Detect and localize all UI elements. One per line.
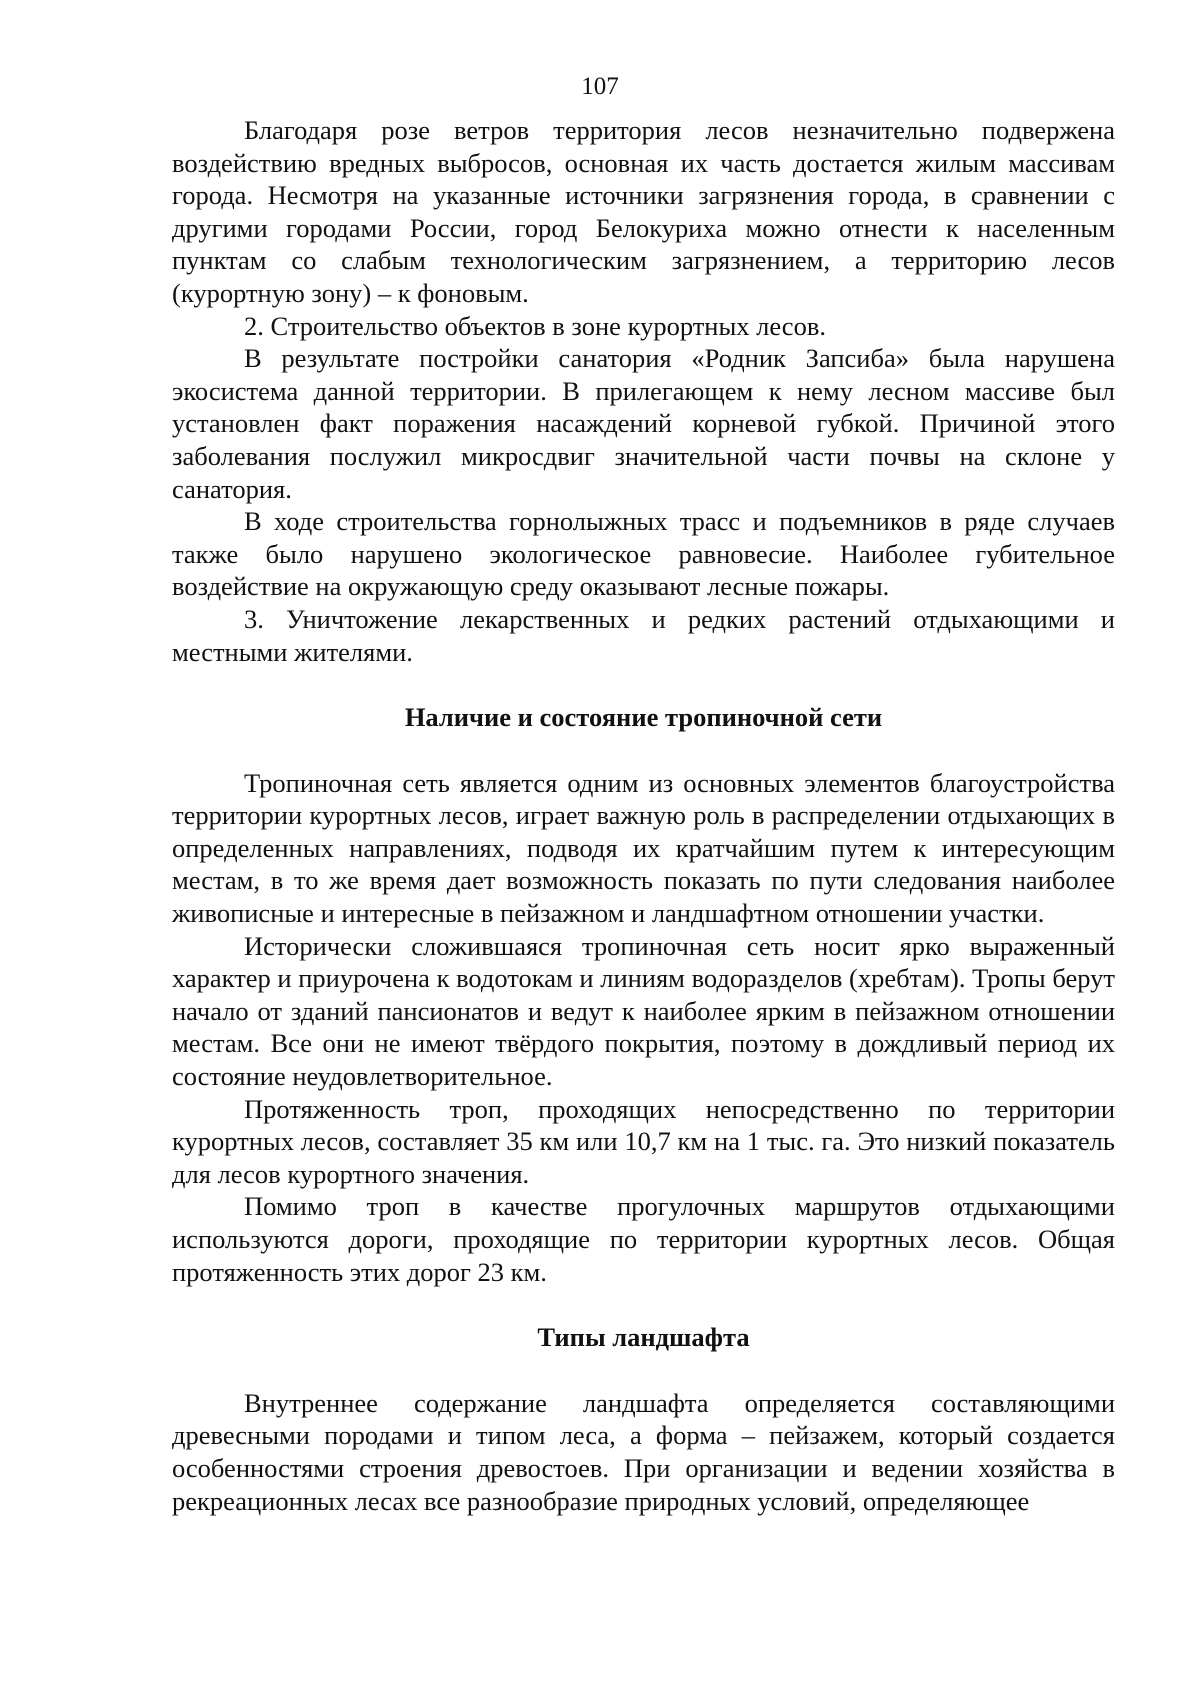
paragraph: 2. Строительство объектов в зоне курортных лесов. — [244, 310, 826, 341]
section-heading: Наличие и состояние тропиночной сети — [404, 702, 883, 733]
paragraph: 3. Уничтожение лекарственных и редких растений отдыхающими и местными жителями. — [172, 603, 1115, 667]
paragraph: В результате постройки санатория «Родник Запсиба» была нарушена экосистема данной территории. В прилегающем к нему лесном массиве был установлен факт поражения насаждений корневой губкой. Причиной этого заболевания послужил микросдвиг значительной части почвы на склоне у санатория. — [172, 343, 1115, 504]
paragraph: Помимо троп в качестве прогулочных маршрутов отдыхающими используются дороги, проходящие по территории курортных лесов. Общая протяженность этих дорог 23 км. — [172, 1191, 1115, 1287]
page-body — [172, 114, 1115, 1517]
paragraph: Исторически сложившаяся тропиночная сеть носит ярко выраженный характер и приурочена к водотокам и линиям водоразделов (хребтам). Тропы берут начало от зданий пансионатов и ведут к наиболее ярким в пейзажном отношении местам. Все они не имеют твёрдого покрытия, поэтому в дождливый период их состояние неудовлетворительное. — [172, 930, 1115, 1092]
paragraph: Внутреннее содержание ландшафта определяется составляющими древесными породами и типом леса, а форма – пейзажем, который создается особенностями строения древостоев. При организации и ведении хозяйства в рекреационных лесах все разнообразие природных условий, определяющее — [172, 1387, 1115, 1516]
paragraph: Протяженность троп, проходящих непосредственно по территории курортных лесов, составляет 35 км или 10,7 км на 1 тыс. га. Это низкий показатель для лесов курортного значения. — [172, 1093, 1115, 1189]
section-heading: Типы ландшафта — [537, 1322, 750, 1353]
paragraph: Тропиночная сеть является одним из основных элементов благоустройства территории курортных лесов, играет важную роль в распределении отдыхающих в определенных направлениях, подводя их кратчайшим путем к интересующим местам, в то же время дает возможность показать по пути следования наиболее живописные и интересные в пейзажном и ландшафтном отношении участки. — [172, 767, 1115, 929]
page-number: 107 — [581, 73, 619, 100]
paragraph: Благодаря розе ветров территория лесов незначительно подвержена воздействию вредных выбросов, основная их часть достается жилым массивам города. Несмотря на указанные источники загрязнения города, в сравнении с другими городами России, город Белокуриха можно отнести к населенным пунктам со слабым технологическим загрязнением, а территорию лесов (курортную зону) – к фоновым. — [172, 115, 1115, 308]
paragraph: В ходе строительства горнолыжных трасс и подъемников в ряде случаев также было нарушено экологическое равновесие. Наиболее губительное воздействие на окружающую среду оказывают лесные пожары. — [172, 506, 1115, 602]
